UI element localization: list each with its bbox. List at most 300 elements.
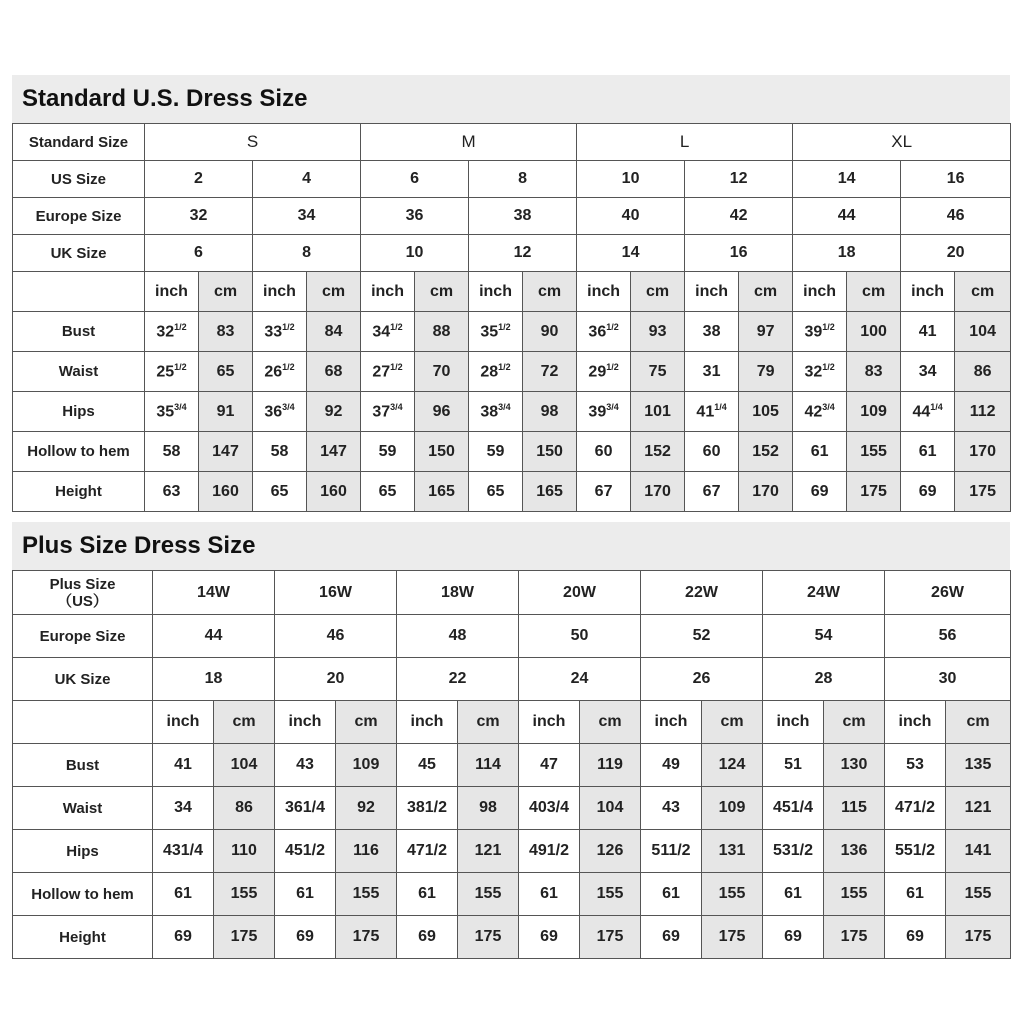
- hollow-inch-cell: [901, 432, 955, 472]
- hips-cm-cell: 110: [214, 830, 275, 873]
- us-size-cell: 4: [253, 161, 361, 198]
- unit-cm: cm: [946, 701, 1011, 744]
- bust-cm-cell: 104: [955, 312, 1011, 352]
- hips-cm-cell: 112: [955, 392, 1011, 432]
- row-label-europe-size: Europe Size: [13, 198, 145, 235]
- unit-cm: cm: [824, 701, 885, 744]
- hollow-inch-cell: [685, 432, 739, 472]
- unit-row-blank: [13, 701, 153, 744]
- row-label-height: Height: [13, 916, 153, 959]
- waist-inch-cell: 381/2: [397, 787, 458, 830]
- hollow-inch-cell: [253, 432, 307, 472]
- row-label-bust: Bust: [13, 312, 145, 352]
- height-cm-cell: 175: [702, 916, 763, 959]
- table-row: [13, 744, 1011, 787]
- europe-size-cell: 40: [577, 198, 685, 235]
- waist-inch-cell: 34: [153, 787, 214, 830]
- height-inch-cell: [793, 472, 847, 512]
- height-inch-value: 67: [702, 482, 721, 500]
- hollow-cm-cell: 155: [702, 873, 763, 916]
- uk-size-cell: 20: [901, 235, 1011, 272]
- height-inch-cell: [685, 472, 739, 512]
- waist-inch-cell: [685, 352, 739, 392]
- height-cm-cell: 175: [580, 916, 641, 959]
- hips-inch-fraction: 3/4: [606, 401, 619, 412]
- plus-size-24w: 24W: [763, 571, 885, 615]
- us-size-cell: 14: [793, 161, 901, 198]
- unit-row-blank: [13, 272, 145, 312]
- row-label-hollow: Hollow to hem: [13, 432, 145, 472]
- plus-size-table: [12, 570, 1011, 959]
- uk-size-cell: 6: [145, 235, 253, 272]
- hips-cm-cell: 105: [739, 392, 793, 432]
- hips-cm-cell: 141: [946, 830, 1011, 873]
- bust-inch-fraction: 1/2: [498, 321, 511, 332]
- plus-size-16w: 16W: [275, 571, 397, 615]
- row-label-europe-size: Europe Size: [13, 615, 153, 658]
- height-inch-cell: 69: [397, 916, 458, 959]
- table-row: [13, 272, 1011, 312]
- bust-inch-fraction: 1/2: [606, 321, 619, 332]
- waist-cm-cell: 72: [523, 352, 577, 392]
- hips-inch-cell: 471/2: [397, 830, 458, 873]
- europe-size-cell: 36: [361, 198, 469, 235]
- hips-cm-cell: 98: [523, 392, 577, 432]
- height-inch-cell: [901, 472, 955, 512]
- waist-inch-value: 29: [588, 363, 607, 381]
- waist-inch-value: 27: [372, 363, 391, 381]
- hips-inch-fraction: 1/4: [714, 401, 727, 412]
- row-label-uk-size: UK Size: [13, 235, 145, 272]
- row-label-hips: Hips: [13, 830, 153, 873]
- hollow-inch-cell: [469, 432, 523, 472]
- hollow-cm-cell: 155: [214, 873, 275, 916]
- bust-cm-cell: 97: [739, 312, 793, 352]
- height-cm-cell: 165: [523, 472, 577, 512]
- waist-inch-fraction: 1/2: [822, 361, 835, 372]
- hollow-cm-cell: 147: [199, 432, 253, 472]
- height-cm-cell: 175: [847, 472, 901, 512]
- uk-size-cell: 20: [275, 658, 397, 701]
- unit-inch: inch: [469, 272, 523, 312]
- height-inch-cell: [253, 472, 307, 512]
- bust-inch-value: 34: [372, 323, 391, 341]
- hips-inch-value: 42: [804, 403, 823, 421]
- table-row: [13, 830, 1011, 873]
- height-inch-cell: [469, 472, 523, 512]
- table-row: [13, 701, 1011, 744]
- europe-size-cell: 32: [145, 198, 253, 235]
- table-row: [13, 312, 1011, 352]
- bust-inch-fraction: 1/2: [174, 321, 187, 332]
- us-size-cell: 2: [145, 161, 253, 198]
- unit-cm: cm: [336, 701, 397, 744]
- hips-inch-cell: 551/2: [885, 830, 946, 873]
- table-row: [13, 658, 1011, 701]
- plus-size-26w: 26W: [885, 571, 1011, 615]
- bust-cm-cell: 104: [214, 744, 275, 787]
- unit-cm: cm: [955, 272, 1011, 312]
- hollow-cm-cell: 155: [336, 873, 397, 916]
- plus-size-20w: 20W: [519, 571, 641, 615]
- uk-size-cell: 28: [763, 658, 885, 701]
- unit-cm: cm: [415, 272, 469, 312]
- uk-size-cell: 26: [641, 658, 763, 701]
- hips-inch-fraction: 1/4: [930, 401, 943, 412]
- size-group-s: S: [145, 124, 361, 161]
- row-label-standard-size: Standard Size: [13, 124, 145, 161]
- hollow-inch-value: 60: [594, 442, 613, 460]
- waist-cm-cell: 83: [847, 352, 901, 392]
- standard-size-table: [12, 123, 1011, 512]
- hollow-inch-value: 60: [702, 442, 721, 460]
- uk-size-cell: 8: [253, 235, 361, 272]
- hips-inch-cell: [145, 392, 199, 432]
- height-cm-cell: 165: [415, 472, 469, 512]
- europe-size-cell: 44: [793, 198, 901, 235]
- bust-cm-cell: 88: [415, 312, 469, 352]
- row-label-hollow: Hollow to hem: [13, 873, 153, 916]
- hips-cm-cell: 136: [824, 830, 885, 873]
- bust-cm-cell: 100: [847, 312, 901, 352]
- bust-inch-value: 38: [702, 322, 721, 340]
- row-label-us-size: US Size: [13, 161, 145, 198]
- hollow-inch-value: 58: [162, 442, 181, 460]
- bust-inch-cell: [793, 312, 847, 352]
- bust-cm-cell: 124: [702, 744, 763, 787]
- height-inch-cell: 69: [763, 916, 824, 959]
- bust-cm-cell: 90: [523, 312, 577, 352]
- bust-inch-value: 36: [588, 323, 607, 341]
- height-inch-value: 65: [486, 482, 505, 500]
- hollow-inch-cell: 61: [275, 873, 336, 916]
- hips-cm-cell: 109: [847, 392, 901, 432]
- bust-cm-cell: 84: [307, 312, 361, 352]
- waist-cm-cell: 79: [739, 352, 793, 392]
- bust-inch-fraction: 1/2: [390, 321, 403, 332]
- table-row: [13, 432, 1011, 472]
- height-inch-cell: [361, 472, 415, 512]
- hollow-inch-cell: 61: [641, 873, 702, 916]
- unit-inch: inch: [685, 272, 739, 312]
- europe-size-cell: 46: [275, 615, 397, 658]
- hollow-cm-cell: 155: [824, 873, 885, 916]
- unit-inch: inch: [519, 701, 580, 744]
- bust-inch-fraction: 1/2: [282, 321, 295, 332]
- table-row: [13, 161, 1011, 198]
- waist-inch-cell: [793, 352, 847, 392]
- bust-inch-fraction: 1/2: [822, 321, 835, 332]
- unit-cm: cm: [307, 272, 361, 312]
- height-cm-cell: 160: [307, 472, 361, 512]
- hips-inch-value: 38: [480, 403, 499, 421]
- waist-cm-cell: 104: [580, 787, 641, 830]
- plus-size-label-line1: Plus Size: [49, 575, 116, 593]
- uk-size-cell: 30: [885, 658, 1011, 701]
- unit-cm: cm: [847, 272, 901, 312]
- height-inch-value: 69: [810, 482, 829, 500]
- waist-cm-cell: 68: [307, 352, 361, 392]
- hollow-inch-cell: [145, 432, 199, 472]
- uk-size-cell: 18: [153, 658, 275, 701]
- table-row: [13, 392, 1011, 432]
- bust-inch-value: 39: [804, 323, 823, 341]
- size-group-m: M: [361, 124, 577, 161]
- hips-cm-cell: 121: [458, 830, 519, 873]
- hips-inch-cell: [253, 392, 307, 432]
- row-label-height: Height: [13, 472, 145, 512]
- hips-inch-cell: 431/4: [153, 830, 214, 873]
- row-label-waist: Waist: [13, 787, 153, 830]
- bust-inch-cell: 47: [519, 744, 580, 787]
- hips-cm-cell: 91: [199, 392, 253, 432]
- waist-cm-cell: 115: [824, 787, 885, 830]
- waist-inch-cell: [901, 352, 955, 392]
- unit-cm: cm: [458, 701, 519, 744]
- waist-inch-cell: [577, 352, 631, 392]
- bust-inch-cell: [145, 312, 199, 352]
- unit-cm: cm: [702, 701, 763, 744]
- plus-size-label-line2: （US）: [57, 592, 108, 610]
- height-inch-cell: 69: [519, 916, 580, 959]
- bust-inch-cell: [469, 312, 523, 352]
- unit-inch: inch: [793, 272, 847, 312]
- hips-inch-value: 35: [156, 403, 175, 421]
- us-size-cell: 16: [901, 161, 1011, 198]
- hips-inch-cell: 491/2: [519, 830, 580, 873]
- table-row: [13, 472, 1011, 512]
- uk-size-cell: 24: [519, 658, 641, 701]
- bust-inch-cell: [901, 312, 955, 352]
- hollow-cm-cell: 147: [307, 432, 361, 472]
- europe-size-cell: 52: [641, 615, 763, 658]
- bust-inch-cell: 45: [397, 744, 458, 787]
- unit-inch: inch: [253, 272, 307, 312]
- waist-inch-value: 25: [156, 363, 175, 381]
- row-label-plus-size: [13, 571, 153, 615]
- waist-inch-cell: 451/4: [763, 787, 824, 830]
- waist-cm-cell: 86: [955, 352, 1011, 392]
- waist-inch-value: 32: [804, 363, 823, 381]
- table-row: [13, 916, 1011, 959]
- bust-cm-cell: 114: [458, 744, 519, 787]
- size-group-l: L: [577, 124, 793, 161]
- hips-inch-cell: [469, 392, 523, 432]
- standard-size-title: Standard U.S. Dress Size: [12, 75, 1010, 123]
- hollow-cm-cell: 150: [415, 432, 469, 472]
- waist-inch-cell: 471/2: [885, 787, 946, 830]
- plus-size-title: Plus Size Dress Size: [12, 522, 1010, 570]
- size-group-xl: XL: [793, 124, 1011, 161]
- row-label-hips: Hips: [13, 392, 145, 432]
- hips-inch-cell: 511/2: [641, 830, 702, 873]
- row-label-bust: Bust: [13, 744, 153, 787]
- unit-inch: inch: [275, 701, 336, 744]
- hips-inch-cell: [577, 392, 631, 432]
- uk-size-cell: 14: [577, 235, 685, 272]
- height-inch-value: 67: [594, 482, 613, 500]
- hollow-inch-cell: 61: [153, 873, 214, 916]
- hollow-inch-cell: 61: [885, 873, 946, 916]
- unit-cm: cm: [739, 272, 793, 312]
- bust-inch-cell: [577, 312, 631, 352]
- hips-cm-cell: 96: [415, 392, 469, 432]
- hollow-inch-value: 61: [918, 442, 937, 460]
- hollow-inch-cell: [361, 432, 415, 472]
- hips-inch-value: 37: [372, 403, 391, 421]
- hips-cm-cell: 101: [631, 392, 685, 432]
- height-inch-value: 65: [378, 482, 397, 500]
- plus-size-18w: 18W: [397, 571, 519, 615]
- europe-size-cell: 44: [153, 615, 275, 658]
- unit-cm: cm: [580, 701, 641, 744]
- bust-cm-cell: 135: [946, 744, 1011, 787]
- us-size-cell: 8: [469, 161, 577, 198]
- waist-inch-cell: [145, 352, 199, 392]
- waist-inch-value: 28: [480, 363, 499, 381]
- unit-inch: inch: [577, 272, 631, 312]
- bust-inch-cell: 49: [641, 744, 702, 787]
- bust-inch-cell: 41: [153, 744, 214, 787]
- height-cm-cell: 175: [336, 916, 397, 959]
- hollow-cm-cell: 155: [946, 873, 1011, 916]
- hips-cm-cell: 92: [307, 392, 361, 432]
- hips-inch-fraction: 3/4: [822, 401, 835, 412]
- bust-inch-value: 33: [264, 323, 283, 341]
- bust-cm-cell: 109: [336, 744, 397, 787]
- unit-cm: cm: [631, 272, 685, 312]
- unit-cm: cm: [199, 272, 253, 312]
- plus-size-section: [12, 522, 1010, 959]
- europe-size-cell: 54: [763, 615, 885, 658]
- height-inch-cell: [577, 472, 631, 512]
- waist-cm-cell: 98: [458, 787, 519, 830]
- height-inch-cell: 69: [275, 916, 336, 959]
- hips-inch-fraction: 3/4: [498, 401, 511, 412]
- unit-cm: cm: [214, 701, 275, 744]
- height-cm-cell: 175: [458, 916, 519, 959]
- hips-inch-cell: [361, 392, 415, 432]
- us-size-cell: 12: [685, 161, 793, 198]
- us-size-cell: 10: [577, 161, 685, 198]
- waist-inch-fraction: 1/2: [174, 361, 187, 372]
- hollow-inch-cell: 61: [519, 873, 580, 916]
- uk-size-cell: 22: [397, 658, 519, 701]
- hollow-cm-cell: 152: [631, 432, 685, 472]
- bust-inch-value: 32: [156, 323, 175, 341]
- table-row: [13, 235, 1011, 272]
- standard-size-section: [12, 75, 1010, 512]
- hips-inch-cell: 451/2: [275, 830, 336, 873]
- bust-cm-cell: 83: [199, 312, 253, 352]
- hollow-inch-cell: 61: [397, 873, 458, 916]
- row-label-uk-size: UK Size: [13, 658, 153, 701]
- hollow-cm-cell: 155: [580, 873, 641, 916]
- bust-inch-cell: 51: [763, 744, 824, 787]
- table-row: [13, 198, 1011, 235]
- hips-cm-cell: 116: [336, 830, 397, 873]
- hips-inch-value: 39: [588, 403, 607, 421]
- bust-inch-cell: [361, 312, 415, 352]
- bust-inch-cell: 53: [885, 744, 946, 787]
- height-inch-value: 65: [270, 482, 289, 500]
- height-cm-cell: 175: [946, 916, 1011, 959]
- uk-size-cell: 12: [469, 235, 577, 272]
- europe-size-cell: 50: [519, 615, 641, 658]
- uk-size-cell: 18: [793, 235, 901, 272]
- waist-inch-value: 34: [918, 362, 937, 380]
- unit-inch: inch: [361, 272, 415, 312]
- bust-inch-value: 35: [480, 323, 499, 341]
- europe-size-cell: 48: [397, 615, 519, 658]
- europe-size-cell: 42: [685, 198, 793, 235]
- hips-cm-cell: 126: [580, 830, 641, 873]
- table-row: [13, 352, 1011, 392]
- hips-inch-fraction: 3/4: [282, 401, 295, 412]
- unit-inch: inch: [641, 701, 702, 744]
- waist-inch-cell: [253, 352, 307, 392]
- europe-size-cell: 38: [469, 198, 577, 235]
- hollow-cm-cell: 170: [955, 432, 1011, 472]
- waist-inch-value: 31: [702, 362, 721, 380]
- height-inch-cell: [145, 472, 199, 512]
- hollow-inch-value: 59: [378, 442, 397, 460]
- europe-size-cell: 34: [253, 198, 361, 235]
- waist-inch-cell: 403/4: [519, 787, 580, 830]
- hollow-inch-cell: 61: [763, 873, 824, 916]
- waist-inch-cell: 43: [641, 787, 702, 830]
- height-cm-cell: 170: [631, 472, 685, 512]
- unit-inch: inch: [397, 701, 458, 744]
- waist-cm-cell: 121: [946, 787, 1011, 830]
- height-cm-cell: 160: [199, 472, 253, 512]
- hips-cm-cell: 131: [702, 830, 763, 873]
- hips-inch-value: 41: [696, 403, 715, 421]
- height-inch-value: 69: [918, 482, 937, 500]
- hollow-inch-cell: [793, 432, 847, 472]
- hollow-cm-cell: 155: [847, 432, 901, 472]
- height-cm-cell: 175: [824, 916, 885, 959]
- unit-inch: inch: [885, 701, 946, 744]
- hips-inch-cell: [685, 392, 739, 432]
- hollow-cm-cell: 150: [523, 432, 577, 472]
- waist-cm-cell: 86: [214, 787, 275, 830]
- waist-inch-cell: 361/4: [275, 787, 336, 830]
- height-inch-cell: 69: [885, 916, 946, 959]
- uk-size-cell: 16: [685, 235, 793, 272]
- height-inch-cell: 69: [153, 916, 214, 959]
- bust-inch-value: 41: [918, 322, 937, 340]
- table-row: [13, 787, 1011, 830]
- us-size-cell: 6: [361, 161, 469, 198]
- hollow-cm-cell: 152: [739, 432, 793, 472]
- waist-inch-fraction: 1/2: [282, 361, 295, 372]
- height-cm-cell: 170: [739, 472, 793, 512]
- hollow-inch-value: 59: [486, 442, 505, 460]
- waist-inch-fraction: 1/2: [390, 361, 403, 372]
- waist-cm-cell: 75: [631, 352, 685, 392]
- waist-inch-value: 26: [264, 363, 283, 381]
- waist-cm-cell: 92: [336, 787, 397, 830]
- europe-size-cell: 46: [901, 198, 1011, 235]
- waist-inch-fraction: 1/2: [498, 361, 511, 372]
- unit-inch: inch: [763, 701, 824, 744]
- hips-inch-fraction: 3/4: [390, 401, 403, 412]
- height-inch-cell: 69: [641, 916, 702, 959]
- hips-inch-cell: [901, 392, 955, 432]
- hips-inch-cell: [793, 392, 847, 432]
- waist-inch-cell: [361, 352, 415, 392]
